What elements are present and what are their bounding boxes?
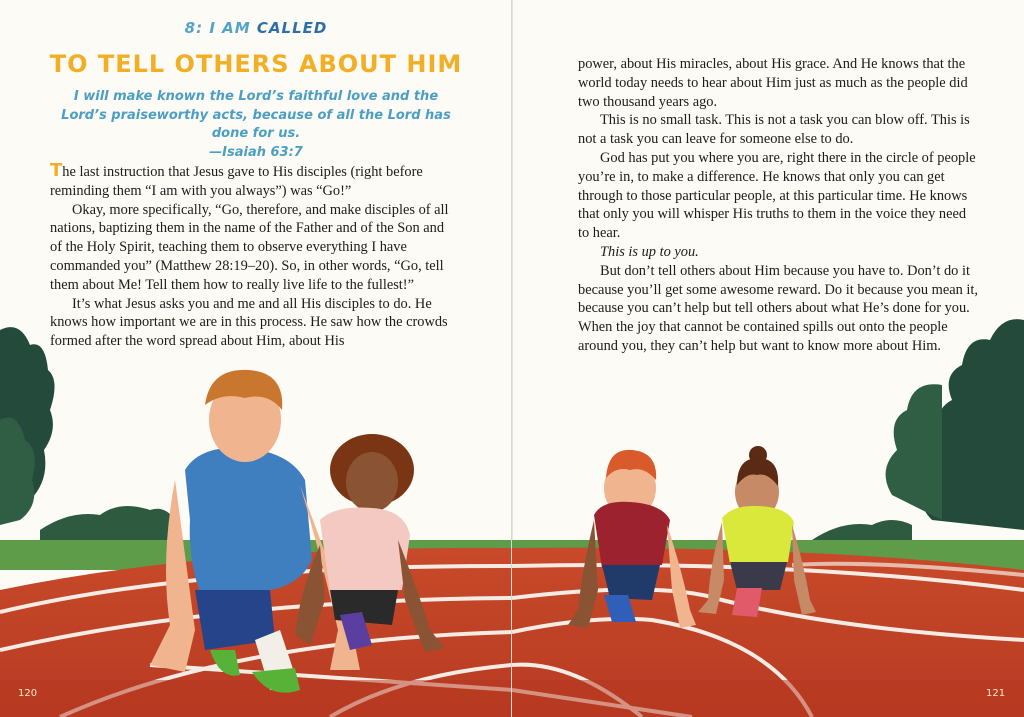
right-page xyxy=(512,0,1024,717)
drop-cap: T xyxy=(50,160,63,181)
paragraph: power, about His miracles, about His grace. And He knows that the world today needs to hear about Him just as much as the people did two thousand years ago. xyxy=(578,56,968,110)
page-number-right: 121 xyxy=(986,688,1006,699)
paragraph: It’s what Jesus asks you and me and all His disciples to do. He knows how important we are in this process. He saw how the crowds formed after the word spread about Him, about His xyxy=(50,295,448,350)
epigraph xyxy=(60,88,452,162)
chapter-number xyxy=(0,19,512,37)
chapter-number-label: 8: I AM xyxy=(184,19,251,37)
paragraph: This is no small task. This is not a task you can blow off. This is not a task you can leave for someone else to do. xyxy=(578,112,970,148)
right-body-text xyxy=(578,55,978,356)
epigraph-reference: —Isaiah 63:7 xyxy=(209,144,303,160)
paragraph-italic: This is up to you. xyxy=(600,243,699,260)
bushes xyxy=(40,506,175,545)
trees-left xyxy=(0,327,55,525)
paragraph: Okay, more specifically, “Go, therefore, and make disciples of all nations, baptizing them in the name of the Father and of the Son and of the Holy Spirit, teaching them to observe everything I have commanded you” (Matthew 28:19–20). So, in other words, “Go, tell them about Me! Tell them how to really live life to the fullest!” xyxy=(50,201,449,293)
paragraph: God has put you where you are, right there in the circle of people you’re in, to make a difference. He knows that only you can get through to those particular people, at this particular time. He knows that only you will whisper His truths to them in the voice they need to hear. xyxy=(578,149,976,242)
yellow-shirt-runner xyxy=(698,446,816,617)
epigraph-text: I will make known the Lord’s faithful love and the Lord’s praiseworthy acts, because of all the Lord has done for us. xyxy=(61,89,451,141)
paragraph-text: he last instruction that Jesus gave to His disciples (right before reminding them “I am with you always”) was “Go!” xyxy=(50,164,423,199)
paragraph: But don’t tell others about Him because you have to. Don’t do it because you’ll get some awesome reward. Do it because you mean it, because you can’t help but tell others about what He’s done for you. When the joy that cannot be contained spills out onto the people around you, they can’t help but want to know more about Him. xyxy=(578,262,979,354)
left-body-text xyxy=(50,162,450,351)
chapter-title: TO TELL OTHERS ABOUT HIM xyxy=(49,50,463,78)
chapter-word: CALLED xyxy=(256,19,328,37)
page-number-left: 120 xyxy=(18,688,38,699)
paragraph xyxy=(50,162,450,201)
